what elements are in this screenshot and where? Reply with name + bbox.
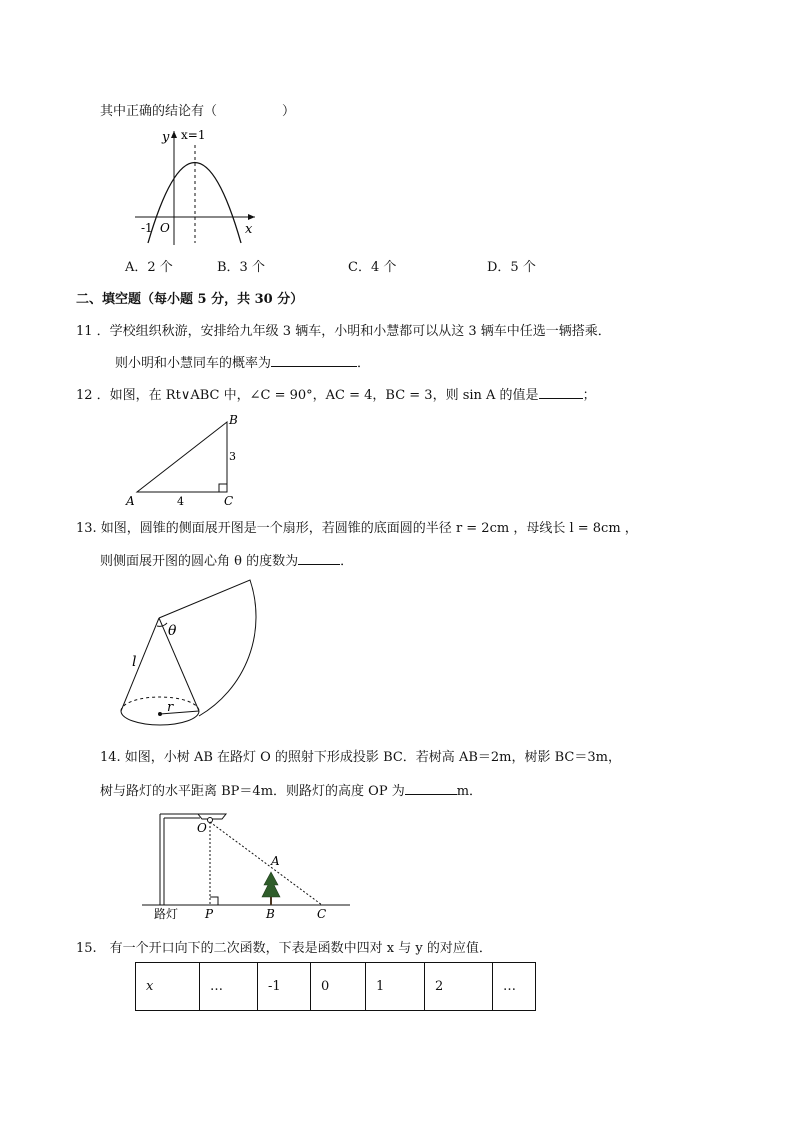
q12-line <box>76 386 596 404</box>
theta-label: θ <box>168 623 177 639</box>
option-d: D．5 个 <box>487 260 536 275</box>
parabola-graph <box>125 125 265 250</box>
slant-l-label: l <box>132 654 137 670</box>
table-cell: 2 <box>425 963 493 1011</box>
section-title: 二、填空题（每小题 5 分，共 30 分） <box>76 292 304 307</box>
table-cell: … <box>493 963 536 1011</box>
q12-end: ； <box>582 388 596 403</box>
point-a-label: A <box>271 854 280 868</box>
lamp-label: 路灯 <box>154 907 179 921</box>
x-axis-label: x <box>245 222 253 237</box>
point-b-label: B <box>266 907 275 921</box>
q11-line1: 11 ．学校组织秋游，安排给九年级 3 辆车，小明和小慧都可以从这 3 辆车中任选一辆搭乘． <box>76 324 611 339</box>
q11-line2-end: ． <box>357 356 371 371</box>
y-axis-label: y <box>162 130 170 145</box>
q14-line1: 14. 如图，小树 AB 在路灯 O 的照射下形成投影 BC．若树高 AB＝2m，树影 BC＝3m， <box>100 750 621 765</box>
vertex-a-label: A <box>126 494 135 508</box>
right-triangle-figure <box>125 412 245 510</box>
answer-blank[interactable] <box>405 782 457 795</box>
radius-r-label: r <box>167 700 174 715</box>
q14-line2-end: m． <box>456 784 483 799</box>
side-bc-label: 3 <box>229 450 236 463</box>
side-ac-label: 4 <box>177 495 184 508</box>
value-table <box>135 962 536 1011</box>
q11-line2-text: 则小明和小慧同车的概率为 <box>115 356 272 371</box>
answer-blank[interactable] <box>271 354 357 367</box>
street-lamp-figure <box>140 808 355 923</box>
symmetry-axis-label: x=1 <box>181 128 206 142</box>
table-cell: … <box>200 963 258 1011</box>
point-o-label: O <box>197 821 207 835</box>
point-c-label: C <box>317 907 327 921</box>
q15-line1: 15. 有一个开口向下的二次函数，下表是函数中四对 x 与 y 的对应值． <box>76 941 492 956</box>
q13-line2-end: ． <box>340 554 354 569</box>
minus-one-label: -1 <box>141 221 153 235</box>
origin-label: O <box>160 221 170 235</box>
table-cell: 1 <box>366 963 425 1011</box>
q11-line2 <box>115 354 370 372</box>
option-b: B．3 个 <box>217 260 265 275</box>
q13-line1: 13. 如图，圆锥的侧面展开图是一个扇形，若圆锥的底面圆的半径 r = 2cm ，母线长 l = 8cm ， <box>76 521 638 536</box>
q13-line2 <box>100 552 353 570</box>
q14-line2-text: 树与路灯的水平距离 BP＝4m．则路灯的高度 OP 为 <box>100 784 405 799</box>
table-cell: 0 <box>311 963 366 1011</box>
option-a: A．2 个 <box>125 260 173 275</box>
option-c: C．4 个 <box>348 260 397 275</box>
vertex-c-label: C <box>224 494 234 508</box>
q10-stem: 其中正确的结论有（ ） <box>100 104 296 119</box>
table-cell: x <box>136 963 200 1011</box>
answer-blank[interactable] <box>298 552 340 565</box>
table-row <box>136 963 536 1011</box>
cone-sector-figure <box>115 580 275 730</box>
table-cell: -1 <box>258 963 311 1011</box>
q13-line2-text: 则侧面展开图的圆心角 θ 的度数为 <box>100 554 299 569</box>
answer-blank[interactable] <box>539 386 583 399</box>
q14-line2 <box>100 782 482 800</box>
point-p-label: P <box>205 907 214 921</box>
q12-text: 12 ．如图，在 Rt∨ABC 中，∠C = 90°，AC = 4，BC = 3，则 sin A 的值是 <box>76 388 539 403</box>
vertex-b-label: B <box>229 413 238 427</box>
